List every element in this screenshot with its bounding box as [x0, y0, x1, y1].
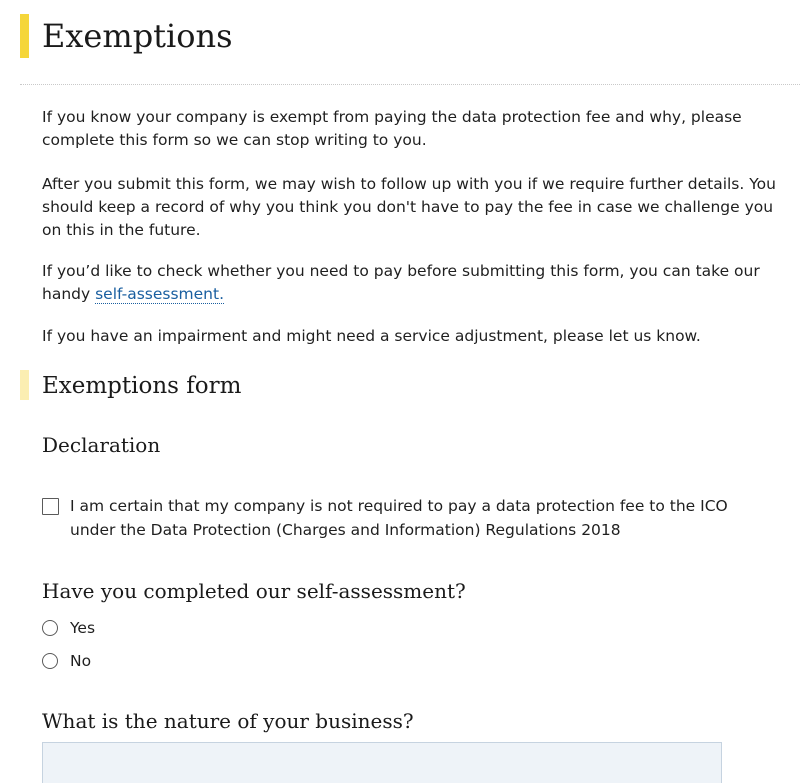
- intro-paragraph-3: [42, 260, 782, 306]
- page-title: Exemptions: [42, 17, 233, 55]
- self-assessment-question: Have you completed our self-assessment?: [42, 579, 466, 603]
- title-accent-bar: [20, 14, 29, 58]
- radio-option-no[interactable]: [42, 649, 242, 673]
- form-section-title: Exemptions form: [42, 373, 242, 399]
- business-nature-question: What is the nature of your business?: [42, 709, 414, 733]
- intro-paragraph-4: If you have an impairment and might need a service adjustment, please let us know.: [42, 327, 701, 345]
- radio-button-no[interactable]: [42, 653, 58, 669]
- radio-label-yes[interactable]: Yes: [70, 619, 96, 637]
- declaration-checkbox[interactable]: [42, 498, 59, 515]
- intro-paragraph-2: After you submit this form, we may wish to follow up with you if we require further details. You should keep a record of why you think you don't have to pay the fee in case we challenge you on this in the future.: [42, 175, 776, 239]
- declaration-checkbox-label[interactable]: I am certain that my company is not required to pay a data protection fee to the ICO under the Data Protection (Charges and Information) Regulations 2018: [70, 497, 728, 539]
- radio-label-no[interactable]: No: [70, 652, 92, 670]
- radio-option-yes[interactable]: [42, 616, 242, 640]
- radio-button-yes[interactable]: [42, 620, 58, 636]
- section-accent-bar: [20, 370, 29, 400]
- declaration-heading: Declaration: [42, 433, 161, 457]
- title-divider: [20, 84, 800, 85]
- intro-paragraph-3-text: If you’d like to check whether you need to pay before submitting this form, you can take our handy: [42, 262, 760, 303]
- intro-paragraph-1: If you know your company is exempt from paying the data protection fee and why, please complete this form so we can stop writing to you.: [42, 108, 742, 149]
- self-assessment-link[interactable]: self-assessment.: [95, 285, 225, 303]
- business-nature-textarea[interactable]: [42, 742, 722, 783]
